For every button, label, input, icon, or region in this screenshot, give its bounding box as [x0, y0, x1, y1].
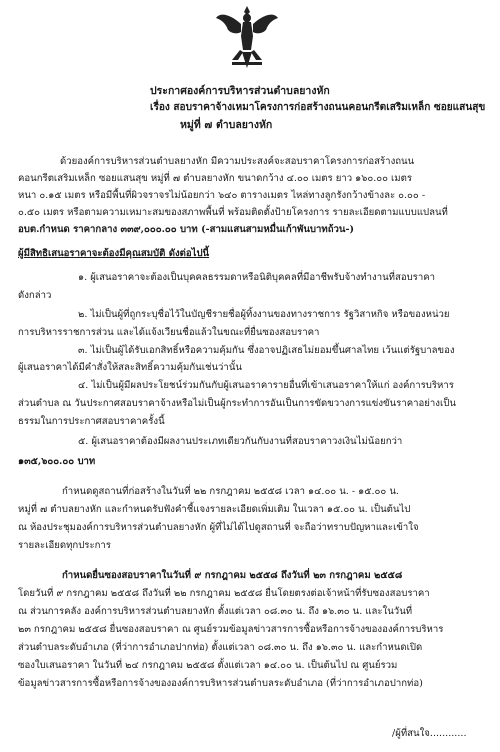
submission-line: ข้อมูลข่าวสารการซื้อหรือการจ้างขององค์การบริหารส่วนตำบลระดับอำเภอ (ที่ว่าการอำเภอปากท่อ) [18, 678, 423, 689]
submission-line: ณ ส่วนการคลัง องค์การบริหารส่วนตำบลยางหัก ตั้งแต่เวลา ๐๘.๓๐ น. ถึง ๑๖.๓๐ น. และในวันที่ [18, 606, 413, 617]
qualification-line: ๑. ผู้เสนอราคาจะต้องเป็นบุคคลธรรมดาหรือนิติบุคคลที่มีอาชีพรับจ้างทำงานที่สอบราคา [78, 272, 436, 283]
qualification-amount: ๑๓๕,๖๐๐.๐๐ บาท [18, 456, 96, 467]
qualification-line: ๒. ไม่เป็นผู้ที่ถูกระบุชื่อไว้ในบัญชีรายชื่อผู้ทิ้งงานของทางราชการ รัฐวิสาหกิจ หรือของหน่วย [78, 309, 450, 320]
qualification-line: ๔. ไม่เป็นผู้มีผลประโยชน์ร่วมกันกับผู้เสนอราคารายอื่นที่เข้าเสนอราคาให้แก่ องค์การบริหาร [78, 380, 454, 391]
qualifications-heading: ผู้มีสิทธิเสนอราคาจะต้องมีคุณสมบัติ ดังต่อไปนี้ [18, 248, 210, 259]
intro-line: ด้วยองค์การบริหารส่วนตำบลยางหัก มีความประสงค์จะสอบราคาโครงการก่อสร้างถนน [60, 156, 415, 167]
continued-marker: /ผู้ที่สนใจ............ [392, 728, 467, 739]
intro-line: ๐.๕๐ เมตร หรือตามความเหมาะสมของสภาพพื้นที่ พร้อมติดตั้งป้ายโครงการ รายละเอียดตามแบบแปลนที่ [18, 207, 448, 218]
site-visit-line: กำหนดดูสถานที่ก่อสร้างในวันที่ ๒๒ กรกฎาคม ๒๕๕๘ เวลา ๑๔.๐๐ น. - ๑๕.๐๐ น. [62, 486, 399, 497]
qualification-line: ๓. ไม่เป็นผู้ได้รับเอกสิทธิ์หรือความคุ้มกัน ซึ่งอาจปฏิเสธไม่ยอมขึ้นศาลไทย เว้นแต่รัฐบาลของ [78, 345, 455, 356]
intro-line: คอนกรีตเสริมเหล็ก ซอยแสนสุข หมู่ที่ ๗ ตำบลยางหัก ขนาดกว้าง ๔.๐๐ เมตร ยาว ๑๖๐.๐๐ เมตร [18, 173, 413, 184]
submission-line: ซองใบเสนอราคา ในวันที่ ๒๔ กรกฎาคม ๒๕๕๘ ตั้งแต่เวลา ๑๔.๐๐ น. เป็นต้นไป ณ ศูนย์รวม [18, 660, 398, 671]
intro-line: หนา ๐.๑๕ เมตร หรือมีพื้นที่ผิวจราจรไม่น้อยกว่า ๖๔๐ ตารางเมตร ไหล่ทางลูกรังกว้างข้างละ ๐.๐๐ - [18, 190, 426, 201]
garuda-emblem-icon [214, 4, 280, 74]
qualification-line: ดังกล่าว [18, 290, 52, 301]
submission-line: ส่วนตำบลระดับอำเภอ (ที่ว่าการอำเภอปากท่อ) ตั้งแต่เวลา ๐๘.๓๐ น. ถึง ๑๖.๓๐ น. และกำหนดเปิด [18, 642, 423, 653]
agency-title: ประกาศองค์การบริหารส่วนตำบลยางหัก [150, 85, 330, 97]
qualification-line: การบริหารราชการส่วน และได้แจ้งเวียนชื่อแล้วในขณะที่ยื่นซองสอบราคา [18, 327, 320, 338]
site-visit-line: หมู่ที่ ๗ ตำบลยางหัก และกำหนดรับฟังคำชี้แจงรายละเอียดเพิ่มเติม ในเวลา ๑๕.๐๐ น. เป็นต้นไป [18, 504, 411, 515]
qualification-line: ๕. ผู้เสนอราคาต้องมีผลงานประเภทเดียวกันกับงานที่สอบราคาวงเงินไม่น้อยกว่า [78, 436, 403, 447]
submission-line: ๒๓ กรกฎาคม ๒๕๕๘ ยื่นซองสอบราคา ณ ศูนย์รวมข้อมูลข่าวสารการซื้อหรือการจ้างขององค์การบริหาร [18, 624, 444, 635]
qualification-line: ธรรมในการประกาศสอบราคาครั้งนี้ [18, 416, 165, 427]
submission-line: กำหนดยื่นซองสอบราคาในวันที่ ๙ กรกฎาคม ๒๕๕๘ ถึงวันที่ ๒๓ กรกฎาคม ๒๕๕๘ [62, 570, 403, 581]
intro-line-price: อบต.กำหนด ราคากลาง ๓๓๙,๐๐๐.๐๐ บาท (-สามแสนสามหมื่นเก้าพันบาทถ้วน-) [18, 224, 354, 235]
qualification-line: ผู้เสนอราคาได้มีคำสั่งให้สละสิทธิ์ความคุ้มกันเช่นว่านั้น [18, 362, 242, 373]
subject-title: เรื่อง สอบราคาจ้างเหมาโครงการก่อสร้างถนนคอนกรีตเสริมเหล็ก ซอยแสนสุข [150, 102, 486, 113]
submission-line: โดยวันที่ ๙ กรกฎาคม ๒๕๕๘ ถึงวันที่ ๒๒ กรกฎาคม ๒๕๕๘ ยื่นโดยตรงต่อเจ้าหน้าที่รับซองสอบราคา [18, 588, 430, 599]
site-visit-line: รายละเอียดทุกประการ [18, 540, 111, 551]
site-visit-line: ณ ห้องประชุมองค์การบริหารส่วนตำบลยางหัก ผู้ที่ไม่ได้ไปดูสถานที่ จะถือว่าทราบปัญหาและเข้าใจ [18, 522, 419, 533]
location-title: หมู่ที่ ๗ ตำบลยางหัก [180, 119, 273, 131]
qualification-line: ส่วนตำบล ณ วันประกาศสอบราคาจ้างหรือไม่เป็นผู้กระทำการอันเป็นการขัดขวางการแข่งขันราคาอย่างเป็น [18, 398, 456, 409]
